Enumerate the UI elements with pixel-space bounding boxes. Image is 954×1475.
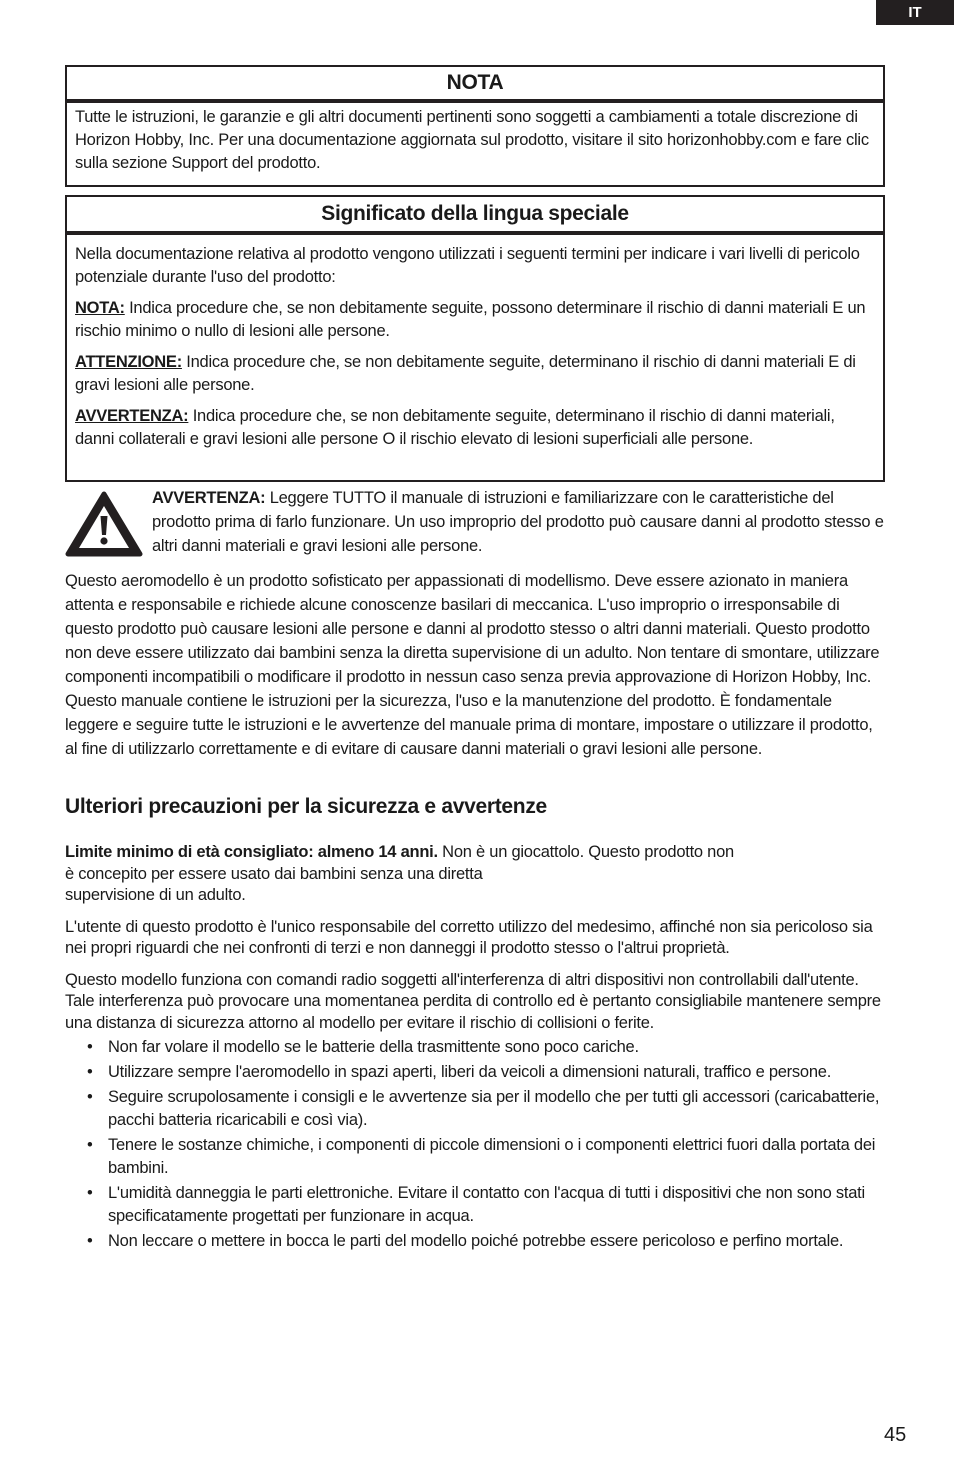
- term-text: Indica procedure che, se non debitamente seguite, determinano il rischio di danni materiali E di gravi lesioni alle persone.: [75, 353, 856, 394]
- list-item: • L'umidità danneggia le parti elettroniche. Evitare il contatto con l'acqua di tutti i dispositivi che non sono stati specificatamente progettati per funzionare in acqua.: [65, 1182, 887, 1228]
- page-number: 45: [884, 1424, 907, 1446]
- term-avvertenza: [75, 405, 875, 451]
- list-item: • Seguire scrupolosamente i consigli e le avvertenze sia per il modello che per tutti gli accessori (caricabatterie, pacchi batteria ricaricabili e così via).: [65, 1086, 887, 1132]
- lingua-box-title: Significato della lingua speciale: [67, 197, 883, 235]
- list-item: • Tenere le sostanze chimiche, i componenti di piccole dimensioni o i componenti elettrici fuori dalla portata dei bambini.: [65, 1134, 887, 1180]
- warning-text: [152, 486, 887, 558]
- list-item: • Non leccare o mettere in bocca le parti del modello poiché potrebbe essere pericoloso e perfino mortale.: [65, 1230, 887, 1253]
- term-nota: [75, 297, 875, 343]
- age-text-2: è concepito per essere usato dai bambini senza una diretta: [65, 864, 483, 883]
- nota-box: [65, 65, 885, 187]
- interference-paragraph: Questo modello funziona con comandi radio soggetti all'interferenza di altri dispositivi non controllabili dall'utente. Tale interferenza può provocare una momentanea perdita di controllo ed è pertanto consigliabile mantenere sempre una distanza di sicurezza attorno al modello per evitare il rischio di collisioni o ferite.: [65, 970, 881, 1032]
- lingua-box: [65, 195, 885, 482]
- list-item: • Non far volare il modello se le batterie della trasmittente sono poco cariche.: [65, 1036, 887, 1059]
- warning-body: Leggere TUTTO il manuale di istruzioni e familiarizzare con le caratteristiche del prodotto prima di farlo funzionare. Un uso improprio del prodotto può causare danni al prodotto stesso e altri danni materiali e gravi lesioni alle persone.: [152, 489, 884, 555]
- term-label: ATTENZIONE:: [75, 353, 182, 371]
- warning-notice: [65, 486, 887, 558]
- age-paragraph: [65, 842, 887, 907]
- age-label: Limite minimo di età consigliato: almeno 14 anni.: [65, 843, 438, 861]
- term-label: NOTA:: [75, 299, 125, 317]
- safety-section: [65, 842, 887, 1255]
- section-heading: Ulteriori precauzioni per la sicurezza e avvertenze: [65, 795, 547, 818]
- list-item: • Utilizzare sempre l'aeromodello in spazi aperti, liberi da veicoli a dimensioni naturali, traffico e persone.: [65, 1061, 887, 1084]
- warning-label: AVVERTENZA:: [152, 489, 266, 507]
- safety-bullets: [65, 1036, 887, 1253]
- responsibility-paragraph: L'utente di questo prodotto è l'unico responsabile del corretto utilizzo del medesimo, affinché non sia pericoloso sia nei propri riguardi che nei confronti di terzi e non danneggi il prodotto stesso o l'altrui proprietà.: [65, 917, 873, 957]
- language-tab: IT: [876, 0, 954, 25]
- warning-triangle-icon: [65, 490, 143, 558]
- intro-paragraph: [65, 569, 887, 761]
- nota-box-body: [67, 103, 883, 175]
- nota-box-text: Tutte le istruzioni, le garanzie e gli altri documenti pertinenti sono soggetti a cambiamenti a totale discrezione di Horizon Hobby, Inc. Per una documentazione aggiornata sul prodotto, visitare il sito horizonhobby.com e fare clic sulla sezione Support del prodotto.: [75, 108, 869, 172]
- term-label: AVVERTENZA:: [75, 407, 189, 425]
- lingua-intro: Nella documentazione relativa al prodotto vengono utilizzati i seguenti termini per indicare i vari livelli di pericolo potenziale durante l'uso del prodotto:: [75, 245, 860, 286]
- term-text: Indica procedure che, se non debitamente seguite, possono determinare il rischio di danni materiali E un rischio minimo o nullo di lesioni alle persone.: [75, 299, 866, 340]
- intro-text: Questo aeromodello è un prodotto sofisticato per appassionati di modellismo. Deve essere azionato in maniera attenta e responsabile e richiede alcune conoscenze basilari di meccanica. L'uso improprio o irresponsabile di questo prodotto può causare lesioni alle persone e danni al prodotto stesso o altri danni materiali. Questo prodotto non deve essere utilizzato dai bambini senza la diretta supervisione di un adulto. Non tentare di smontare, utilizzare componenti incompatibili o modificare il prodotto in nessun caso senza previa approvazione di Horizon Hobby, Inc. Questo manuale contiene le istruzioni per la sicurezza, l'uso e la manutenzione del prodotto. È fondamentale leggere e seguire tutte le istruzioni e le avvertenze del manuale prima di montare, impostare o utilizzare il prodotto, al fine di utilizzarlo correttamente e di evitare di causare danni materiali o gravi lesioni alle persone.: [65, 572, 880, 758]
- nota-box-title: NOTA: [67, 67, 883, 103]
- term-attenzione: [75, 351, 875, 397]
- lingua-box-body: [67, 235, 883, 451]
- age-text-3: supervisione di un adulto.: [65, 886, 246, 904]
- age-text-1: Non è un giocattolo. Questo prodotto non: [437, 843, 734, 861]
- term-text: Indica procedure che, se non debitamente seguite, determinano il rischio di danni materiali, danni collaterali e gravi lesioni alle persone O il rischio elevato di lesioni superficiali alle persone.: [75, 407, 835, 448]
